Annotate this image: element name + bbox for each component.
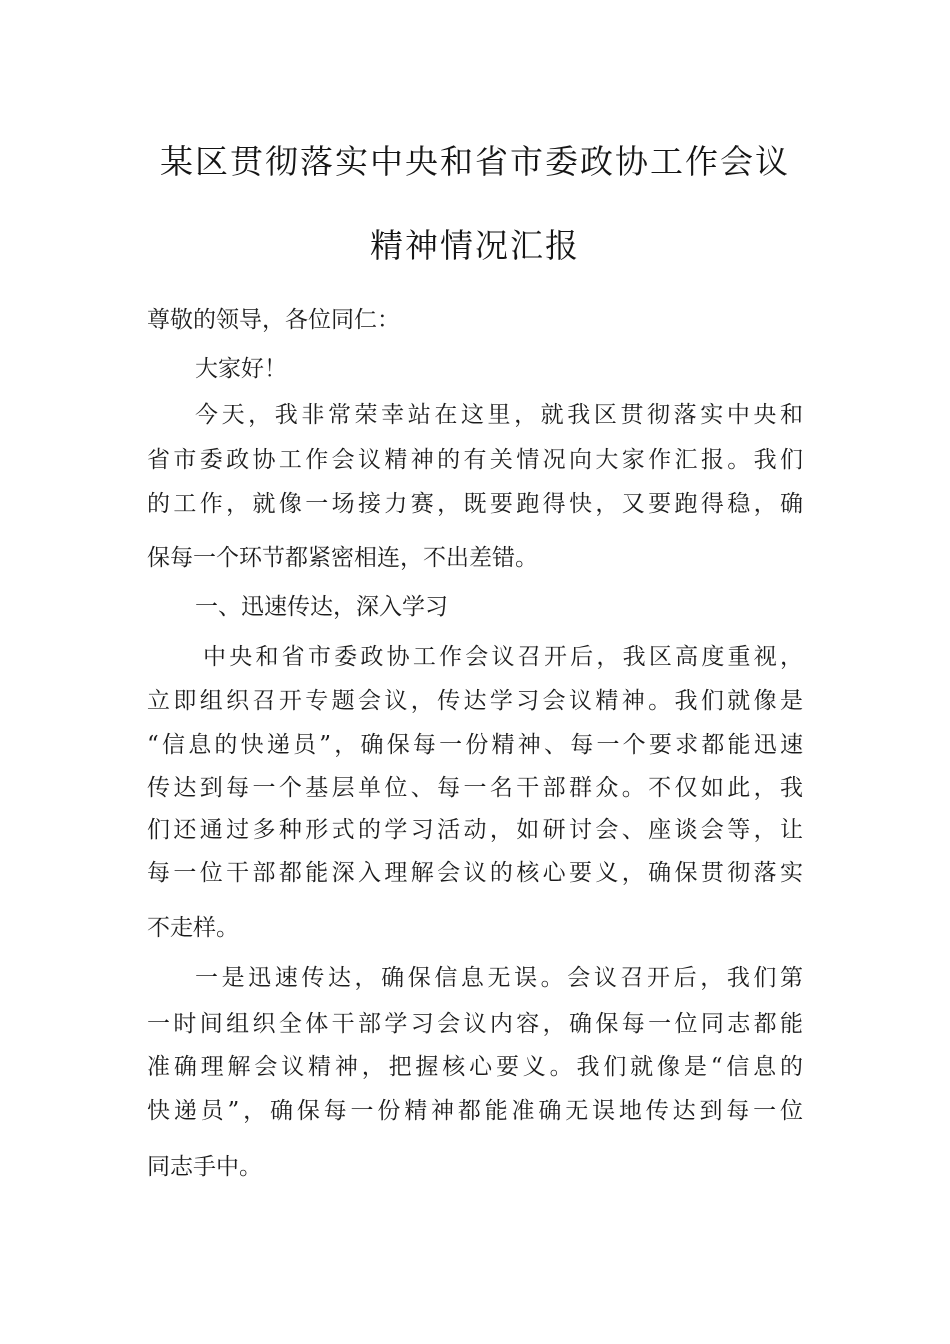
paragraph-2-line: 立即组织召开专题会议，传达学习会议精神。我们就像是 (147, 688, 803, 714)
paragraph-2-line: 中央和省市委政协工作会议召开后，我区高度重视， (203, 644, 803, 670)
paragraph-2-line: 每一位干部都能深入理解会议的核心要义，确保贯彻落实 (147, 860, 803, 886)
paragraph-3-line: 准确理解会议精神，把握核心要义。我们就像是“信息的 (147, 1054, 803, 1080)
salutation: 尊敬的领导，各位同仁： (147, 307, 400, 333)
paragraph-1-line: 保每一个环节都紧密相连，不出差错。 (147, 545, 538, 571)
paragraph-2-line: 不走样。 (147, 915, 239, 941)
paragraph-1-line: 的工作，就像一场接力赛，既要跑得快，又要跑得稳，确 (147, 491, 803, 517)
paragraph-2-line: “信息的快递员”，确保每一份精神、每一个要求都能迅速 (147, 732, 803, 758)
paragraph-3-line: 一是迅速传达，确保信息无误。会议召开后，我们第 (195, 965, 803, 991)
paragraph-1-line: 省市委政协工作会议精神的有关情况向大家作汇报。我们 (147, 447, 803, 473)
paragraph-2-line: 们还通过多种形式的学习活动，如研讨会、座谈会等，让 (147, 817, 803, 843)
paragraph-1-line: 今天，我非常荣幸站在这里，就我区贯彻落实中央和 (195, 402, 803, 428)
document-title-line-1: 某区贯彻落实中央和省市委政协工作会议 (160, 142, 790, 181)
paragraph-2-line: 传达到每一个基层单位、每一名干部群众。不仅如此，我 (147, 775, 803, 801)
paragraph-3-line: 一时间组织全体干部学习会议内容，确保每一位同志都能 (147, 1011, 803, 1037)
section-heading: 一、迅速传达，深入学习 (195, 594, 448, 620)
paragraph-3-line: 同志手中。 (147, 1154, 262, 1180)
paragraph-3-line: 快递员”，确保每一份精神都能准确无误地传达到每一位 (147, 1098, 803, 1124)
document-title-line-2: 精神情况汇报 (370, 226, 580, 265)
greeting: 大家好！ (195, 356, 287, 382)
